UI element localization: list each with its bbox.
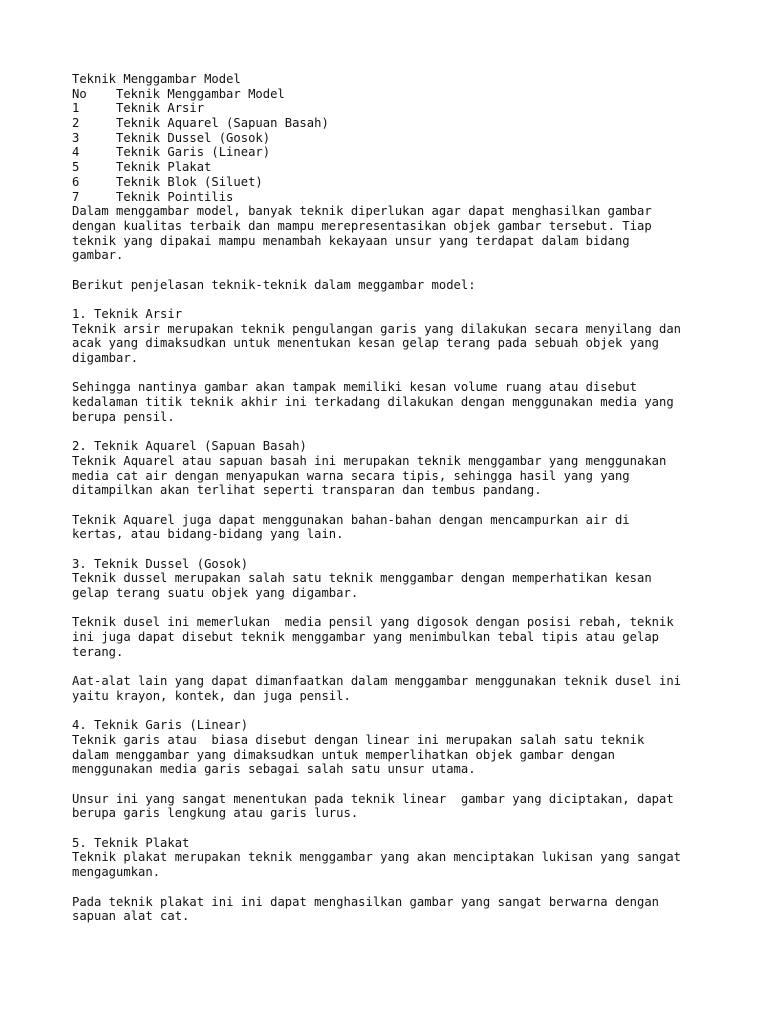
- table-cell-no: 6: [72, 174, 80, 189]
- table-row: [72, 145, 752, 160]
- paragraph-line: Teknik Aquarel atau sapuan basah ini merupakan teknik menggambar yang menggunakan: [72, 453, 667, 468]
- section-heading: 2. Teknik Aquarel (Sapuan Basah): [72, 439, 307, 454]
- paragraph-line: sapuan alat cat.: [72, 909, 190, 924]
- paragraph-line: media cat air dengan menyapukan warna secara tipis, sehingga hasil yang yang: [72, 468, 630, 483]
- lead-sentence: Berikut penjelasan teknik-teknik dalam meggambar model:: [72, 277, 476, 292]
- section-aquarel: [72, 439, 752, 542]
- table-cell-no: 3: [72, 130, 80, 145]
- paragraph-line: Unsur ini yang sangat menentukan pada teknik linear gambar yang diciptakan, dapat: [72, 791, 674, 806]
- paragraph-line: Pada teknik plakat ini ini dapat menghasilkan gambar yang sangat berwarna dengan: [72, 894, 659, 909]
- paragraph-line: Sehingga nantinya gambar akan tampak memiliki kesan volume ruang atau disebut: [72, 380, 637, 395]
- paragraph-line: Teknik garis atau biasa disebut dengan linear ini merupakan salah satu teknik: [72, 732, 645, 747]
- paragraph-line: berupa garis lengkung atau garis lurus.: [72, 806, 359, 821]
- paragraph-line: teknik yang dipakai mampu menambah kekayaan unsur yang terdapat dalam bidang: [72, 233, 630, 248]
- table-cell-name: Teknik Dussel (Gosok): [116, 130, 271, 145]
- paragraph-line: gambar.: [72, 248, 124, 263]
- paragraph-line: dengan kualitas terbaik dan mampu merepresentasikan objek gambar tersebut. Tiap: [72, 218, 652, 233]
- document-title: Teknik Menggambar Model: [72, 72, 241, 86]
- section-heading: 5. Teknik Plakat: [72, 835, 190, 850]
- paragraph-line: kertas, atau bidang-bidang yang lain.: [72, 527, 344, 542]
- section-garis: [72, 718, 752, 821]
- paragraph-line: menggunakan media garis sebagai salah satu unsur utama.: [72, 762, 476, 777]
- paragraph-line: kedalaman titik teknik akhir ini terkadang dilakukan dengan menggunakan media yang: [72, 395, 674, 410]
- table-cell-name: Teknik Aquarel (Sapuan Basah): [116, 116, 329, 131]
- paragraph-line: Teknik dusel ini memerlukan media pensil yang digosok dengan posisi rebah, teknik: [72, 615, 674, 630]
- section-plakat: [72, 836, 752, 924]
- document-body: [72, 72, 752, 924]
- paragraph-line: yaitu krayon, kontek, dan juga pensil.: [72, 688, 351, 703]
- table-cell-no: 4: [72, 145, 80, 160]
- section-arsir: [72, 307, 752, 425]
- paragraph-line: acak yang dimaksudkan untuk menentukan kesan gelap terang pada sebuah objek yang: [72, 336, 659, 351]
- table-header-name: Teknik Menggambar Model: [116, 86, 285, 101]
- table-header-no: No: [72, 86, 87, 101]
- paragraph-line: gelap terang suatu objek yang digambar.: [72, 586, 359, 601]
- technique-table: [72, 87, 752, 205]
- table-row: [72, 160, 752, 175]
- table-cell-no: 2: [72, 116, 80, 131]
- table-cell-name: Teknik Arsir: [116, 101, 205, 116]
- table-row: [72, 190, 752, 205]
- paragraph-line: berupa pensil.: [72, 409, 175, 424]
- table-row: [72, 175, 752, 190]
- table-cell-no: 5: [72, 160, 80, 175]
- table-cell-no: 1: [72, 101, 80, 116]
- paragraph-line: Teknik Aquarel juga dapat menggunakan bahan-bahan dengan mencampurkan air di: [72, 512, 630, 527]
- paragraph-line: Teknik plakat merupakan teknik menggambar yang akan menciptakan lukisan yang sangat: [72, 850, 682, 865]
- table-cell-name: Teknik Blok (Siluet): [116, 174, 263, 189]
- paragraph-line: dalam menggambar yang dimaksudkan untuk memperlihatkan objek gambar dengan: [72, 747, 615, 762]
- paragraph-line: ditampilkan akan terlihat seperti transparan dan tembus pandang.: [72, 483, 542, 498]
- paragraph-line: mengagumkan.: [72, 865, 161, 880]
- paragraph-line: Teknik dussel merupakan salah satu teknik menggambar dengan memperhatikan kesan: [72, 571, 652, 586]
- paragraph-line: terang.: [72, 644, 124, 659]
- section-heading: 1. Teknik Arsir: [72, 307, 183, 321]
- table-header: [72, 87, 752, 102]
- table-cell-name: Teknik Plakat: [116, 160, 212, 175]
- paragraph-line: Dalam menggambar model, banyak teknik diperlukan agar dapat menghasilkan gambar: [72, 204, 652, 219]
- table-row: [72, 131, 752, 146]
- paragraph-line: digambar.: [72, 351, 139, 366]
- table-row: [72, 116, 752, 131]
- section-dussel: [72, 557, 752, 704]
- section-heading: 3. Teknik Dussel (Gosok): [72, 556, 249, 571]
- paragraph-line: Aat-alat lain yang dapat dimanfaatkan dalam menggambar menggunakan teknik dusel ini: [72, 674, 682, 689]
- intro-paragraph: [72, 204, 752, 263]
- table-cell-name: Teknik Garis (Linear): [116, 145, 271, 160]
- paragraph-line: ini juga dapat disebut teknik menggambar yang menimbulkan tebal tipis atau gelap: [72, 630, 659, 645]
- table-row: [72, 101, 752, 116]
- table-cell-no: 7: [72, 189, 80, 204]
- section-heading: 4. Teknik Garis (Linear): [72, 718, 249, 733]
- paragraph-line: Teknik arsir merupakan teknik pengulangan garis yang dilakukan secara menyilang dan: [72, 321, 682, 336]
- table-cell-name: Teknik Pointilis: [116, 189, 234, 204]
